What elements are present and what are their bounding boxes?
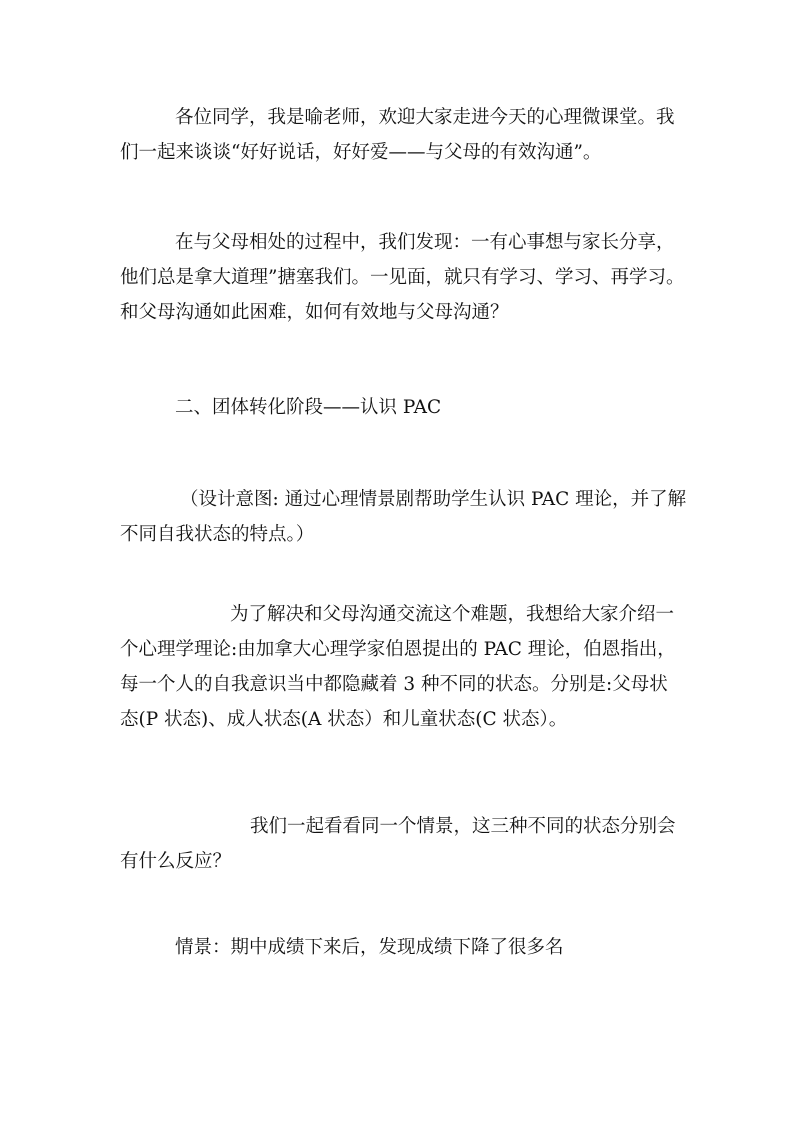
- text-line: 有什么反应？: [120, 851, 232, 872]
- text-line: 个心理学理论:由加拿大心理学家伯恩提出的 PAC 理论，伯恩指出，: [120, 639, 676, 660]
- text-line: 在与父母相处的过程中，我们发现：一有心事想与家长分享，: [175, 232, 675, 253]
- text-line: 态(P 状态)、成人状态(A 状态）和儿童状态(C 状态）。: [120, 709, 568, 730]
- text-line: 和父母沟通如此困难，如何有效地与父母沟通？: [120, 302, 509, 323]
- section-heading: [120, 390, 690, 425]
- section-heading-text: 二、团体转化阶段——认识 PAC: [175, 397, 442, 418]
- paragraph-greeting: [120, 100, 690, 170]
- text-line: 不同自我状态的特点。）: [120, 524, 315, 545]
- paragraph-design-intent: [120, 482, 690, 552]
- text-line: 每一个人的自我意识当中都隐藏着 3 种不同的状态。分别是:父母状: [120, 674, 668, 695]
- text-line: 情景：期中成绩下来后，发现成绩下降了很多名: [175, 937, 564, 958]
- text-line: 为了解决和父母沟通交流这个难题，我想给大家介绍一: [230, 604, 675, 625]
- paragraph-pac-theory: [120, 597, 690, 737]
- paragraph-intro-problem: [120, 225, 690, 330]
- paragraph-scenario-intro: [120, 809, 690, 879]
- paragraph-scenario: [120, 930, 690, 965]
- text-line: （设计意图: 通过心理情景剧帮助学生认识 PAC 理论，并了解: [180, 489, 687, 510]
- text-line: 们一起来谈谈“好好说话，好好爱——与父母的有效沟通”。: [120, 142, 602, 163]
- text-line: 我们一起看看同一个情景，这三种不同的状态分别会: [250, 816, 676, 837]
- text-line: 各位同学，我是喻老师，欢迎大家走进今天的心理微课堂。我: [175, 107, 675, 128]
- text-line: 他们总是拿大道理”搪塞我们。一见面，就只有学习、学习、再学习。: [120, 267, 685, 288]
